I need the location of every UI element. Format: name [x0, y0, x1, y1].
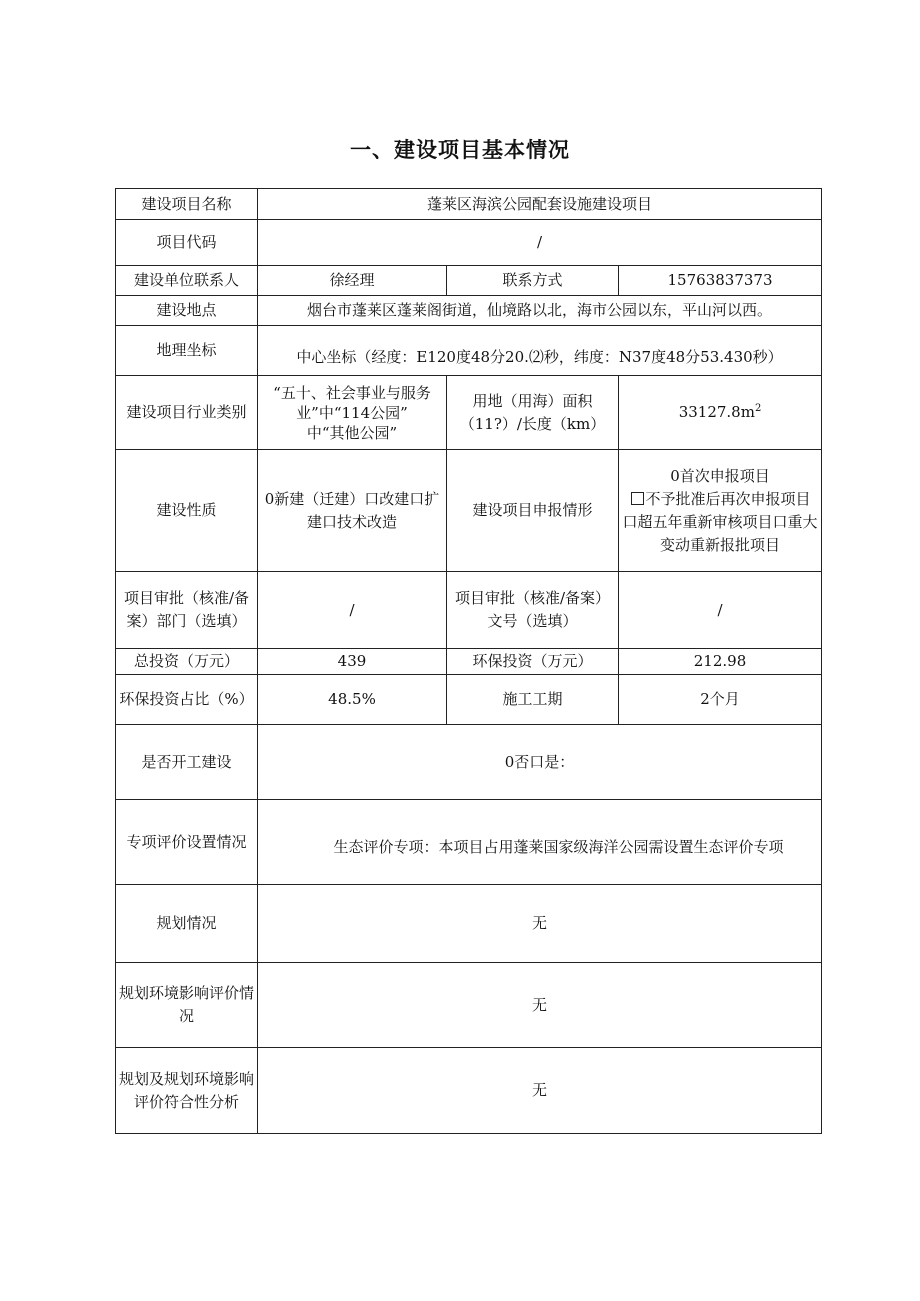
planning-label: 规划情况: [116, 885, 258, 963]
area-value: [619, 376, 822, 450]
table-row: [116, 649, 822, 675]
table-row: [116, 725, 822, 800]
table-row: [116, 1048, 822, 1134]
nature-value: 0新建（迁建）口改建口扩建口技术改造: [258, 450, 447, 572]
report-option: 0首次申报项目: [670, 466, 770, 485]
contact-value: 徐经理: [258, 266, 447, 296]
location-value: 烟台市蓬莱区蓬莱阁街道，仙境路以北，海市公园以东，平山河以西。: [258, 296, 822, 326]
started-label: 是否开工建设: [116, 725, 258, 800]
checkbox-icon: [631, 492, 644, 505]
project-name-value: 蓬莱区海滨公园配套设施建设项目: [258, 189, 822, 220]
area-number: 33127.8m: [678, 403, 755, 421]
area-label: 用地（用海）面积（11?）/长度（km）: [447, 376, 619, 450]
industry-value-line: 中“其他公园”: [306, 423, 398, 442]
industry-value-line: 业”中“114公园”: [296, 403, 408, 422]
special-eval-label: 专项评价设置情况: [116, 800, 258, 885]
env-ratio-value: 48.5%: [258, 675, 447, 725]
coordinates-value: 中心坐标（经度：E120度48分20.⑵秒，纬度：N37度48分53.430秒）: [258, 326, 822, 376]
industry-value: [258, 376, 447, 450]
industry-label: 建设项目行业类别: [116, 376, 258, 450]
phone-value: 15763837373: [619, 266, 822, 296]
table-row: [116, 885, 822, 963]
report-option: [622, 488, 818, 511]
period-value: 2个月: [619, 675, 822, 725]
table-row: [116, 675, 822, 725]
investment-label: 总投资（万元）: [116, 649, 258, 675]
project-info-table: [115, 188, 822, 1134]
report-option: 口超五年重新审核项目口重大变动重新报批项目: [622, 512, 818, 554]
location-label: 建设地点: [116, 296, 258, 326]
table-row: [116, 450, 822, 572]
project-code-value: /: [258, 220, 822, 266]
period-label: 施工工期: [447, 675, 619, 725]
compliance-label: 规划及规划环境影响评价符合性分析: [116, 1048, 258, 1134]
approval-doc-label: 项目审批（核准/备案）文号（选填）: [447, 572, 619, 649]
investment-value: 439: [258, 649, 447, 675]
nature-label: 建设性质: [116, 450, 258, 572]
special-eval-value: 生态评价专项：本项目占用蓬莱国家级海洋公园需设置生态评价专项: [258, 800, 822, 885]
compliance-value: 无: [258, 1048, 822, 1134]
env-investment-value: 212.98: [619, 649, 822, 675]
report-label: 建设项目申报情形: [447, 450, 619, 572]
table-row: [116, 963, 822, 1048]
table-row: [116, 376, 822, 450]
table-row: [116, 326, 822, 376]
approval-dept-label: 项目审批（核准/备案）部门（选填）: [116, 572, 258, 649]
planning-eia-value: 无: [258, 963, 822, 1048]
report-option-text: 不予批准后再次申报项目: [645, 489, 811, 508]
project-code-label: 项目代码: [116, 220, 258, 266]
env-investment-label: 环保投资（万元）: [447, 649, 619, 675]
env-ratio-label: 环保投资占比（%）: [116, 675, 258, 725]
planning-eia-label: 规划环境影响评价情况: [116, 963, 258, 1048]
planning-value: 无: [258, 885, 822, 963]
approval-doc-value: /: [619, 572, 822, 649]
table-row: [116, 189, 822, 220]
table-row: [116, 800, 822, 885]
phone-label: 联系方式: [447, 266, 619, 296]
table-row: [116, 266, 822, 296]
table-row: [116, 296, 822, 326]
page-title: 一、建设项目基本情况: [350, 138, 570, 162]
approval-dept-value: /: [258, 572, 447, 649]
project-name-label: 建设项目名称: [116, 189, 258, 220]
area-unit-superscript: 2: [754, 403, 762, 414]
table-row: [116, 220, 822, 266]
coordinates-label: 地理坐标: [116, 326, 258, 376]
table-row: [116, 572, 822, 649]
contact-label: 建设单位联系人: [116, 266, 258, 296]
started-value: 0否口是：: [258, 725, 822, 800]
industry-value-line: “五十、社会事业与服务: [273, 383, 431, 402]
report-options: [619, 450, 822, 572]
